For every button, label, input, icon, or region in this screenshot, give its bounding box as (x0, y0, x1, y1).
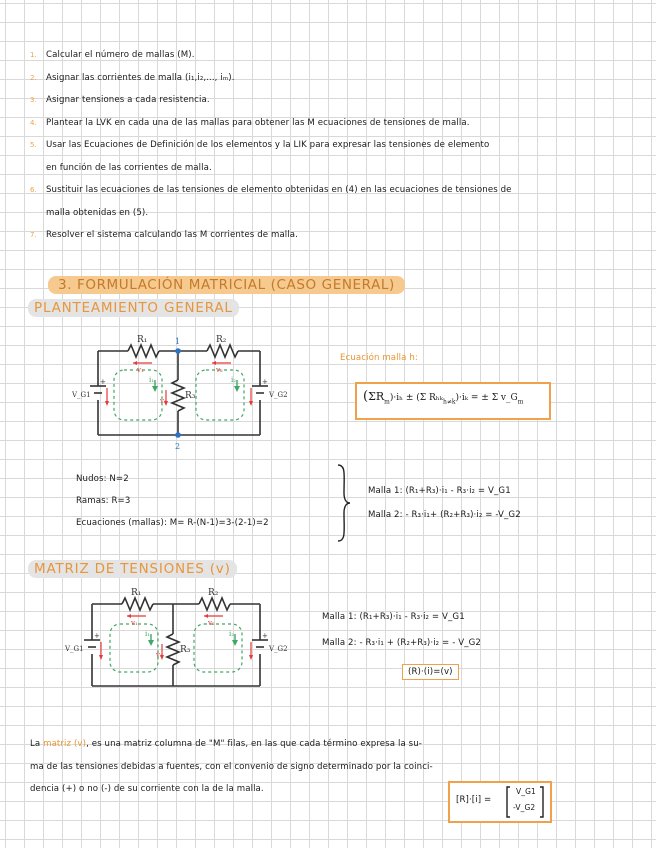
step-number: 6. (30, 186, 37, 194)
r2-label: R₂ (208, 588, 219, 598)
vg2-plus: + (262, 632, 268, 640)
i1-label: i₁ (149, 376, 155, 384)
r3-label: R₃ (185, 391, 196, 401)
vg2-label: V_G2 (269, 645, 288, 653)
general-equation: $(\Sigma R_m)\cdot i_h \pm (\Sigma$ Rₕₖ$_{h\ne k}$)·iₖ = ± Σ $v\_G_m$ (363, 389, 524, 406)
step-text: Sustituir las ecuaciones de las tensiones de elemento obtenidas en (4) en las ecuaciones de tensiones de (46, 185, 512, 195)
mesh-eq-2-b: Malla 2: - R₃·i₁ + (R₂+R₃)·i₂ = - V_G2 (322, 638, 481, 648)
step-text: Plantear la LVK en cada una de las mallas para obtener las M ecuaciones de tensiones de malla. (46, 117, 470, 128)
circuit-diagram-1 (70, 330, 300, 455)
vg1-plus: + (100, 378, 106, 386)
count-nudos: Nudos: N=2 (76, 474, 129, 484)
step-item (30, 112, 640, 135)
mesh-2-loop (196, 370, 244, 420)
subsection-title-matriz: MATRIZ DE TENSIONES (v) (28, 560, 237, 578)
vg2-plus: + (262, 378, 268, 386)
step-number: 4. (30, 118, 37, 127)
r3-label: R₃ (180, 645, 191, 655)
r1-label: R₁ (137, 335, 148, 345)
step-item (30, 89, 640, 112)
matrix-equation: (R)·(i)=(v) (408, 667, 453, 677)
circuit-diagram-2 (62, 586, 298, 696)
brace (336, 463, 352, 543)
vg1-label: V_G1 (65, 645, 84, 653)
v1-label: v₁ (131, 619, 138, 627)
vg1-label: V_G1 (72, 391, 91, 399)
final-matrix-row1: V_G1 (516, 787, 536, 796)
paragraph-line: La matriz (v), es una matriz columna de "M" filas, en las que cada término expresa la su- (30, 739, 422, 749)
v1-label: v₁ (137, 366, 144, 374)
matrix-equation-box (402, 664, 459, 680)
i2-label: i₂ (229, 630, 235, 638)
v3-label: v₃ (160, 397, 167, 405)
step-item (30, 134, 640, 157)
mesh-eq-1: Malla 1: (R₁+R₃)·i₁ - R₃·i₂ = V_G1 (368, 486, 511, 496)
i1-arrow (152, 386, 158, 392)
section-title: 3. FORMULACIÓN MATRICIAL (CASO GENERAL) (48, 276, 405, 294)
paragraph-line: ma de las tensiones debidas a fuentes, con el convenio de signo determinado por la coinci- (30, 761, 433, 772)
v2-label: v₂ (216, 366, 223, 374)
step-text: Asignar tensiones a cada resistencia. (46, 95, 210, 105)
node-1-dot (175, 348, 181, 354)
i2-arrow (234, 386, 240, 392)
step-number: 7. (30, 231, 37, 239)
vg2-label: V_G2 (269, 391, 288, 399)
i2-label: i₂ (231, 376, 237, 384)
step-number: 5. (30, 141, 37, 149)
step-item (30, 224, 640, 247)
step-item (30, 44, 640, 67)
mesh-1-loop (110, 624, 158, 672)
i1-label: i₁ (145, 630, 151, 638)
mesh-2-loop (194, 624, 242, 672)
final-matrix-row2: -V_G2 (513, 803, 536, 812)
highlight-term: matriz (v) (43, 739, 87, 749)
count-ramas: Ramas: R=3 (76, 496, 131, 506)
node-2-dot (175, 432, 181, 438)
r2-label: R₂ (216, 335, 227, 345)
step-number: 2. (30, 73, 37, 82)
step-text: Asignar las corrientes de malla (i₁,i₂,..., iₘ). (46, 72, 235, 83)
step-number: 3. (30, 96, 37, 104)
paragraph-line: dencia (+) o no (-) de su corriente con la de la malla. (30, 784, 264, 794)
node-1-label: 1 (175, 337, 181, 346)
mesh-1-loop (114, 370, 162, 420)
r1-label: R₁ (131, 588, 142, 598)
v3-label: v₃ (156, 651, 163, 659)
step-text: malla obtenidas en (5). (46, 207, 149, 218)
steps-list (30, 44, 640, 247)
step-item (30, 179, 640, 202)
node-2-label: 2 (175, 442, 181, 451)
v2-label: v₂ (208, 619, 215, 627)
vg1-plus: + (94, 632, 100, 640)
count-ecuaciones: Ecuaciones (mallas): M= R-(N-1)=3-(2-1)=2 (76, 518, 269, 528)
step-item (30, 67, 640, 90)
final-matrix-box (448, 781, 552, 823)
step-item (30, 157, 640, 180)
mesh-eq-1-b: Malla 1: (R₁+R₃)·i₁ - R₃·i₂ = V_G1 (322, 612, 465, 622)
final-matrix-lhs: [R]·[i] = (456, 795, 492, 805)
step-text: Calcular el número de mallas (M). (46, 50, 195, 60)
step-number: 1. (30, 51, 37, 59)
general-equation-box (355, 382, 551, 420)
mesh-eq-2: Malla 2: - R₃·i₁+ (R₂+R₃)·i₂ = -V_G2 (368, 510, 521, 520)
subsection-title-planteamiento: PLANTEAMIENTO GENERAL (28, 299, 239, 317)
step-item (30, 202, 640, 225)
step-text: Resolver el sistema calculando las M corrientes de malla. (46, 230, 298, 240)
step-text: Usar las Ecuaciones de Definición de los elementos y la LIK para expresar las tensiones de elemento (46, 140, 490, 150)
step-text: en función de las corrientes de malla. (46, 162, 212, 173)
equation-label: Ecuación malla h: (340, 353, 418, 363)
